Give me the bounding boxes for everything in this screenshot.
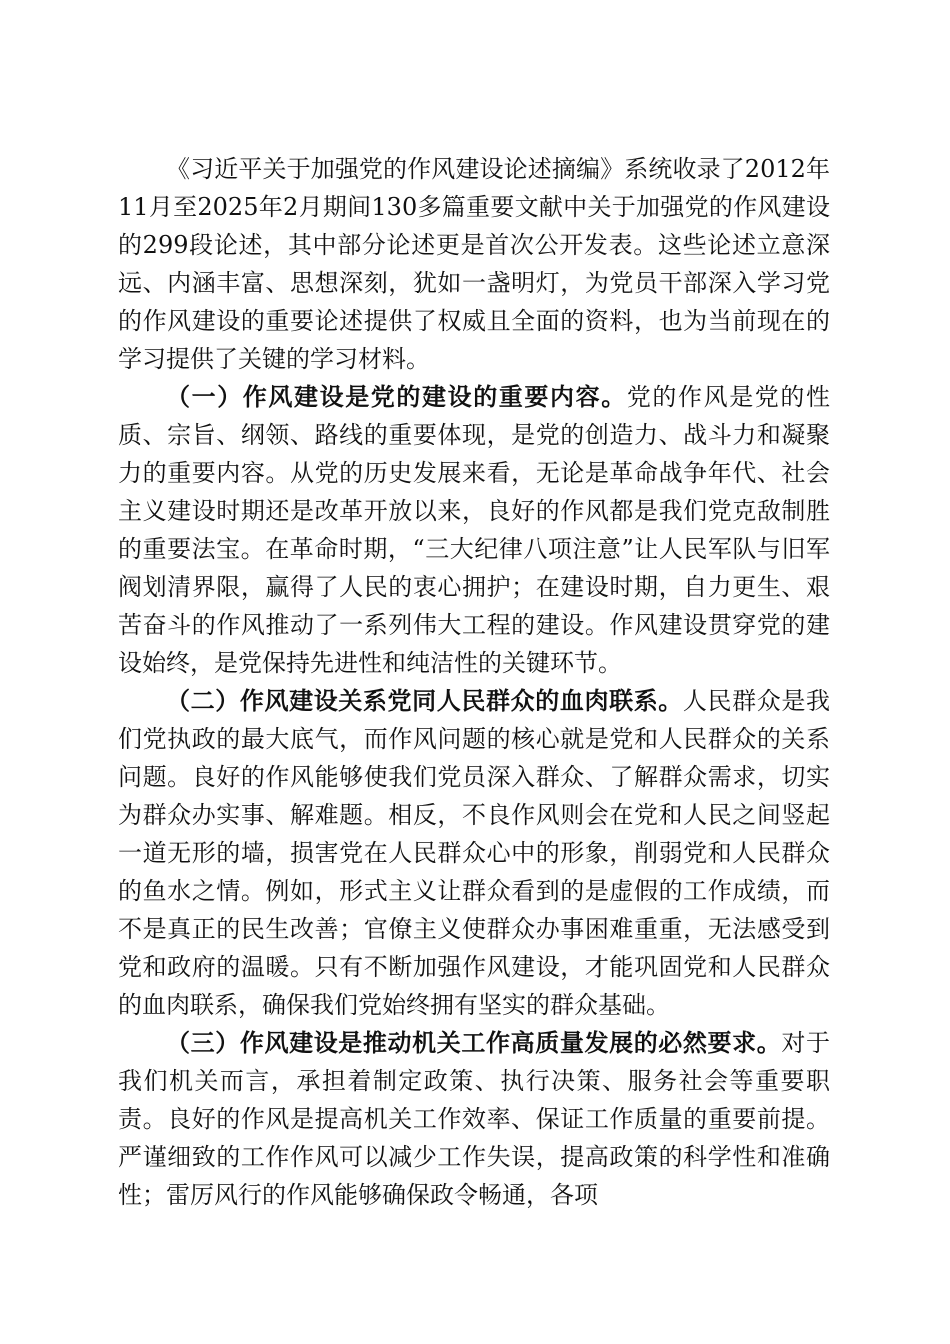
paragraph-section-1 xyxy=(118,378,830,682)
document-body xyxy=(118,150,830,1214)
paragraph-text: 党的作风是党的性质、宗旨、纲领、路线的重要体现，是党的创造力、战斗力和凝聚力的重要内容。从党的历史发展来看，无论是革命战争年代、社会主义建设时期还是改革开放以来，良好的作风都是我们党克敌制胜的重要法宝。在革命时期，“三大纪律八项注意”让人民军队与旧军阀划清界限，赢得了人民的衷心拥护；在建设时期，自力更生、艰苦奋斗的作风推动了一系列伟大工程的建设。作风建设贯穿党的建设始终，是党保持先进性和纯洁性的关键环节。 xyxy=(118,383,831,677)
paragraph-section-3 xyxy=(118,1024,830,1214)
section-heading: （三）作风建设是推动机关工作高质量发展的必然要求。 xyxy=(166,1028,782,1057)
paragraph-text: 对于我们机关而言，承担着制定政策、执行决策、服务社会等重要职责。良好的作风是提高机关工作效率、保证工作质量的重要前提。严谨细致的工作作风可以减少工作失误，提高政策的科学性和准确性；雷厉风行的作风能够确保政令畅通，各项 xyxy=(118,1029,831,1209)
paragraph-text: 《习近平关于加强党的作风建设论述摘编》系统收录了2012年11月至2025年2月期间130多篇重要文献中关于加强党的作风建设的299段论述，其中部分论述更是首次公开发表。这些论述立意深远、内涵丰富、思想深刻，犹如一盏明灯，为党员干部深入学习党的作风建设的重要论述提供了权威且全面的资料，也为当前现在的学习提供了关键的学习材料。 xyxy=(118,155,830,373)
paragraph-intro xyxy=(118,150,830,378)
section-heading: （一）作风建设是党的建设的重要内容。 xyxy=(166,382,627,411)
paragraph-text: 人民群众是我们党执政的最大底气，而作风问题的核心就是党和人民群众的关系问题。良好的作风能够使我们党员深入群众、了解群众需求，切实为群众办实事、解难题。相反，不良作风则会在党和人民之间竖起一道无形的墙，损害党在人民群众心中的形象，削弱党和人民群众的鱼水之情。例如，形式主义让群众看到的是虚假的工作成绩，而不是真正的民生改善；官僚主义使群众办事困难重重，无法感受到党和政府的温暖。只有不断加强作风建设，才能巩固党和人民群众的血肉联系，确保我们党始终拥有坚实的群众基础。 xyxy=(118,687,830,1019)
section-heading: （二）作风建设关系党同人民群众的血肉联系。 xyxy=(166,686,683,715)
paragraph-section-2 xyxy=(118,682,830,1024)
